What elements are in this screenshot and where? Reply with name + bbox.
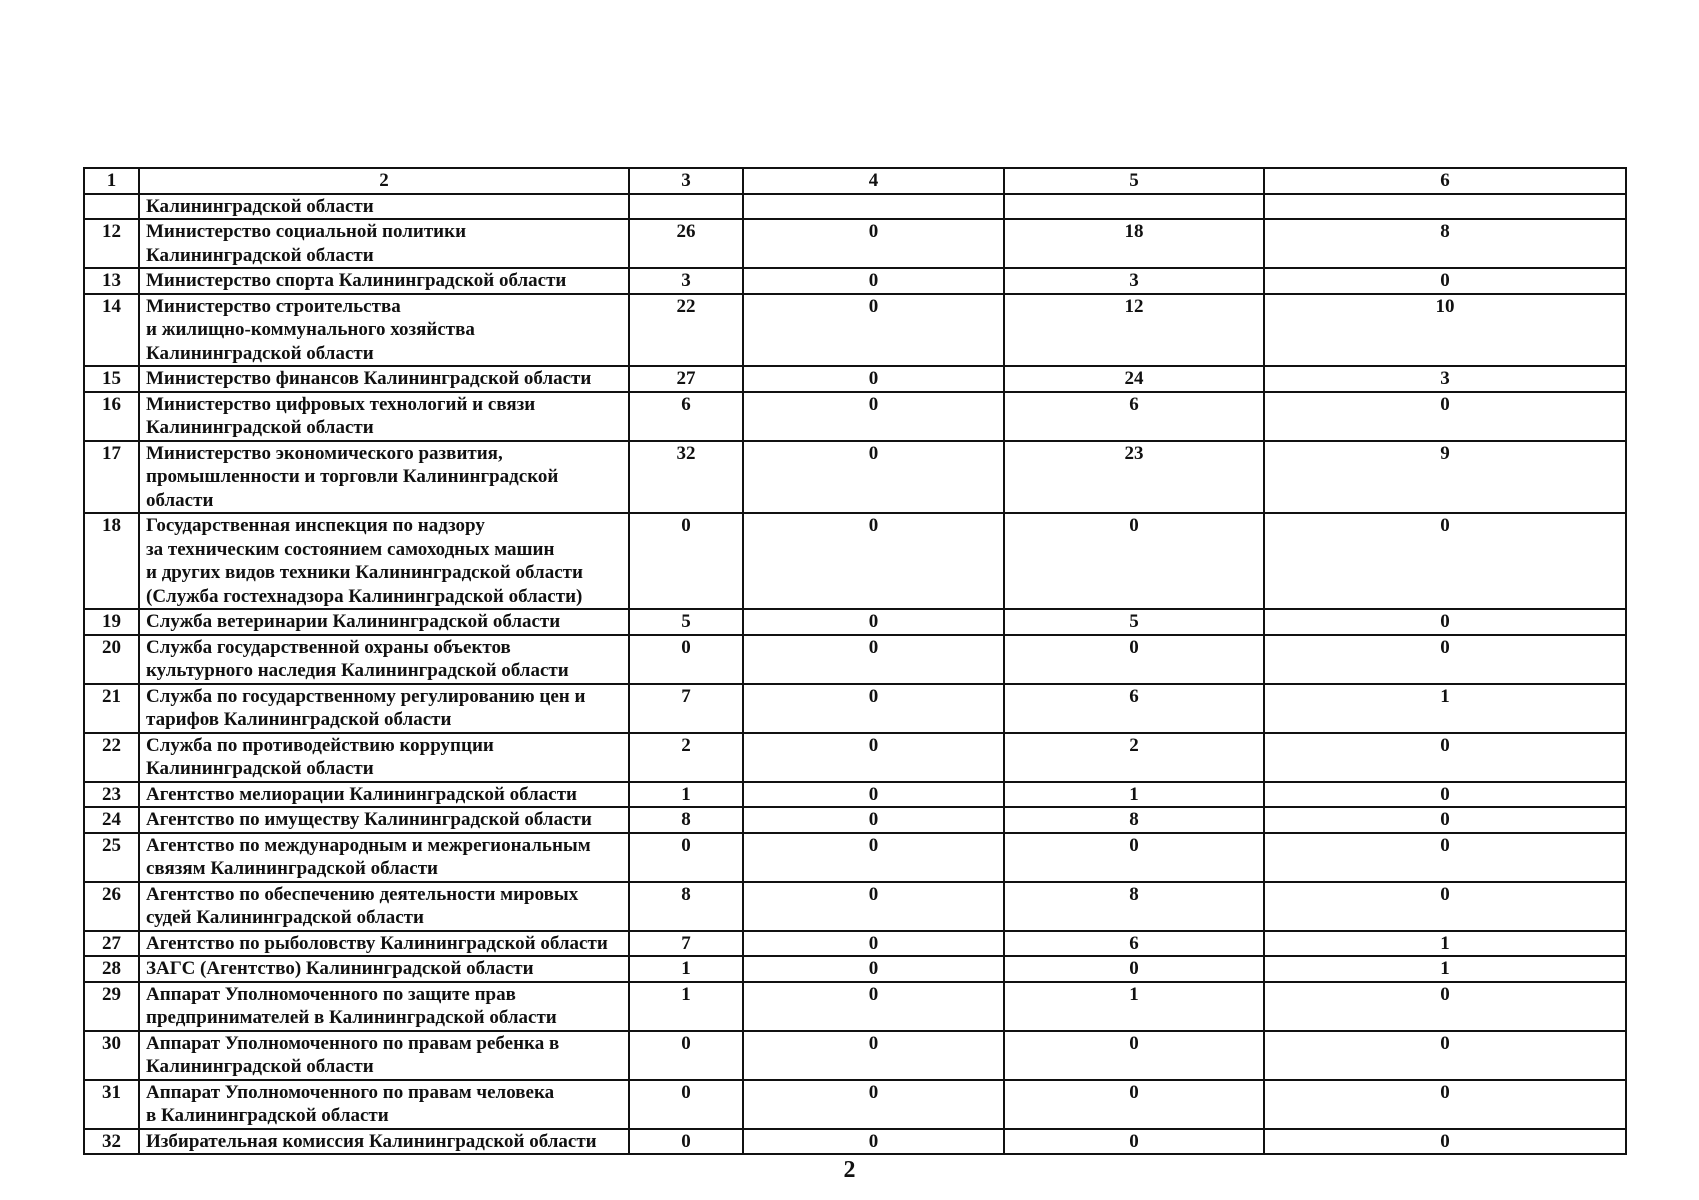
row-number-cell: 16 [84,392,139,441]
table-body [84,168,1626,1154]
column-3-cell: 7 [629,931,743,957]
column-4-cell: 0 [743,833,1004,882]
column-3-cell: 0 [629,1031,743,1080]
column-6-cell: 0 [1264,513,1626,609]
table-row [84,1129,1626,1155]
column-3-cell: 27 [629,366,743,392]
column-4-cell: 0 [743,268,1004,294]
column-4-cell: 0 [743,441,1004,514]
column-6-cell: 0 [1264,1031,1626,1080]
column-4-cell: 0 [743,1080,1004,1129]
organization-name-cell: ЗАГС (Агентство) Калининградской области [139,956,629,982]
organization-name-cell: Служба государственной охраны объектов культурного наследия Калининградской области [139,635,629,684]
table-row [84,635,1626,684]
column-5-cell: 0 [1004,833,1264,882]
row-number-cell: 14 [84,294,139,367]
organization-name-cell: Министерство экономического развития, промышленности и торговли Калининградской области [139,441,629,514]
table-row [84,268,1626,294]
organization-name-cell: Министерство социальной политики Калининградской области [139,219,629,268]
column-6-cell: 1 [1264,931,1626,957]
table-row [84,782,1626,808]
header-cell: 2 [139,168,629,194]
organization-name-cell: Агентство по рыболовству Калининградской области [139,931,629,957]
column-5-cell: 3 [1004,268,1264,294]
row-number-cell: 15 [84,366,139,392]
column-4-cell: 0 [743,931,1004,957]
column-6-cell: 0 [1264,635,1626,684]
column-6-cell: 3 [1264,366,1626,392]
row-number-cell: 25 [84,833,139,882]
column-6-cell: 0 [1264,1129,1626,1155]
column-5-cell: 0 [1004,635,1264,684]
column-4-cell: 0 [743,882,1004,931]
table-row [84,219,1626,268]
row-number-cell: 20 [84,635,139,684]
column-3-cell: 8 [629,882,743,931]
column-4-cell: 0 [743,1031,1004,1080]
column-6-cell: 0 [1264,609,1626,635]
page-number: 2 [843,1157,856,1183]
column-5-cell: 24 [1004,366,1264,392]
table-row [84,1031,1626,1080]
column-6-cell: 1 [1264,956,1626,982]
column-3-cell: 2 [629,733,743,782]
column-3-cell: 5 [629,609,743,635]
column-5-cell: 0 [1004,1129,1264,1155]
column-4-cell: 0 [743,513,1004,609]
column-6-cell: 0 [1264,1080,1626,1129]
header-cell: 4 [743,168,1004,194]
organization-name-cell: Министерство цифровых технологий и связи Калининградской области [139,392,629,441]
organization-name-cell: Министерство строительства и жилищно-коммунального хозяйства Калининградской области [139,294,629,367]
column-6-cell: 0 [1264,833,1626,882]
column-3-cell: 1 [629,956,743,982]
data-table [83,167,1627,1155]
column-4-cell: 0 [743,635,1004,684]
column-4-cell: 0 [743,956,1004,982]
organization-name-cell: Служба ветеринарии Калининградской области [139,609,629,635]
organization-name-cell: Министерство спорта Калининградской области [139,268,629,294]
column-5-cell: 8 [1004,882,1264,931]
header-cell: 3 [629,168,743,194]
column-3-cell [629,194,743,220]
column-5-cell: 5 [1004,609,1264,635]
row-number-cell: 19 [84,609,139,635]
table-row [84,194,1626,220]
organization-name-cell: Агентство по имуществу Калининградской области [139,807,629,833]
column-6-cell: 0 [1264,392,1626,441]
row-number-cell: 22 [84,733,139,782]
column-4-cell: 0 [743,733,1004,782]
organization-name-cell: Аппарат Уполномоченного по правам ребенка в Калининградской области [139,1031,629,1080]
organization-name-cell: Аппарат Уполномоченного по защите прав предпринимателей в Калининградской области [139,982,629,1031]
row-number-cell: 26 [84,882,139,931]
column-4-cell [743,194,1004,220]
organization-name-cell: Аппарат Уполномоченного по правам человека в Калининградской области [139,1080,629,1129]
column-5-cell: 1 [1004,982,1264,1031]
row-number-cell: 32 [84,1129,139,1155]
column-6-cell: 0 [1264,807,1626,833]
row-number-cell: 23 [84,782,139,808]
table-row [84,609,1626,635]
column-3-cell: 0 [629,513,743,609]
column-4-cell: 0 [743,807,1004,833]
table-row [84,392,1626,441]
table-row [84,807,1626,833]
table-row [84,931,1626,957]
column-3-cell: 1 [629,982,743,1031]
row-number-cell: 21 [84,684,139,733]
column-5-cell: 23 [1004,441,1264,514]
table-row [84,833,1626,882]
column-5-cell: 6 [1004,684,1264,733]
row-number-cell: 29 [84,982,139,1031]
table-row [84,513,1626,609]
column-5-cell: 0 [1004,1031,1264,1080]
column-5-cell: 1 [1004,782,1264,808]
column-5-cell: 8 [1004,807,1264,833]
table-row [84,684,1626,733]
column-3-cell: 8 [629,807,743,833]
column-3-cell: 0 [629,833,743,882]
column-5-cell: 2 [1004,733,1264,782]
organization-name-cell: Служба по государственному регулированию цен и тарифов Калининградской области [139,684,629,733]
column-3-cell: 0 [629,1080,743,1129]
organization-name-cell: Министерство финансов Калининградской области [139,366,629,392]
column-6-cell [1264,194,1626,220]
column-4-cell: 0 [743,684,1004,733]
row-number-cell: 30 [84,1031,139,1080]
row-number-cell: 18 [84,513,139,609]
table-row [84,982,1626,1031]
column-3-cell: 32 [629,441,743,514]
column-6-cell: 0 [1264,733,1626,782]
organization-name-cell: Калининградской области [139,194,629,220]
row-number-cell: 28 [84,956,139,982]
column-4-cell: 0 [743,392,1004,441]
column-5-cell: 0 [1004,1080,1264,1129]
column-5-cell: 12 [1004,294,1264,367]
row-number-cell: 12 [84,219,139,268]
organization-name-cell: Агентство по обеспечению деятельности мировых судей Калининградской области [139,882,629,931]
column-5-cell: 18 [1004,219,1264,268]
column-6-cell: 10 [1264,294,1626,367]
column-4-cell: 0 [743,1129,1004,1155]
column-3-cell: 0 [629,635,743,684]
organization-name-cell: Агентство по международным и межрегиональным связям Калининградской области [139,833,629,882]
column-4-cell: 0 [743,219,1004,268]
column-5-cell [1004,194,1264,220]
column-4-cell: 0 [743,609,1004,635]
table-row [84,1080,1626,1129]
header-cell: 5 [1004,168,1264,194]
organization-name-cell: Избирательная комиссия Калининградской области [139,1129,629,1155]
table-row [84,366,1626,392]
column-6-cell: 0 [1264,882,1626,931]
row-number-cell [84,194,139,220]
column-5-cell: 0 [1004,956,1264,982]
organization-name-cell: Государственная инспекция по надзору за техническим состоянием самоходных машин и других видов техники Калининградской области (Служба гостехнадзора Калининградской области) [139,513,629,609]
column-6-cell: 0 [1264,982,1626,1031]
table-row [84,733,1626,782]
column-5-cell: 6 [1004,392,1264,441]
table-row [84,441,1626,514]
column-3-cell: 22 [629,294,743,367]
row-number-cell: 17 [84,441,139,514]
column-4-cell: 0 [743,782,1004,808]
table-row [84,956,1626,982]
column-3-cell: 7 [629,684,743,733]
table-row [84,294,1626,367]
row-number-cell: 31 [84,1080,139,1129]
column-6-cell: 1 [1264,684,1626,733]
header-cell: 1 [84,168,139,194]
column-5-cell: 6 [1004,931,1264,957]
organization-name-cell: Служба по противодействию коррупции Калининградской области [139,733,629,782]
column-6-cell: 8 [1264,219,1626,268]
column-4-cell: 0 [743,294,1004,367]
row-number-cell: 13 [84,268,139,294]
table-row [84,882,1626,931]
column-6-cell: 0 [1264,268,1626,294]
column-4-cell: 0 [743,982,1004,1031]
row-number-cell: 24 [84,807,139,833]
column-3-cell: 1 [629,782,743,808]
column-4-cell: 0 [743,366,1004,392]
organization-name-cell: Агентство мелиорации Калининградской области [139,782,629,808]
column-3-cell: 0 [629,1129,743,1155]
column-6-cell: 9 [1264,441,1626,514]
column-6-cell: 0 [1264,782,1626,808]
column-3-cell: 6 [629,392,743,441]
column-3-cell: 26 [629,219,743,268]
table-header-row [84,168,1626,194]
row-number-cell: 27 [84,931,139,957]
header-cell: 6 [1264,168,1626,194]
column-3-cell: 3 [629,268,743,294]
column-5-cell: 0 [1004,513,1264,609]
